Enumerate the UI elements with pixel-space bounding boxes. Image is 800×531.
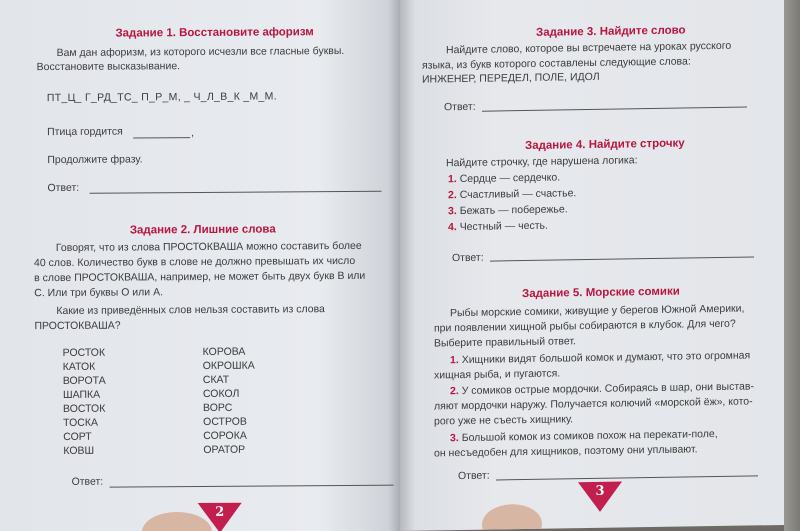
page-number: 3 — [595, 483, 605, 499]
task3-title: Задание 3. Найдите слово — [536, 24, 686, 39]
task3-p-line1: Найдите слово, которое вы встречаете на уроках русского — [446, 39, 732, 57]
task4-answer-line[interactable] — [490, 256, 754, 261]
word-item: ОКРОШКА — [202, 359, 255, 372]
word-item: СОРТ — [63, 430, 92, 443]
background-edge — [784, 0, 800, 531]
word-item: ВОРОТА — [62, 374, 106, 387]
task5-title: Задание 5. Морские сомики — [522, 285, 680, 301]
word-item: ВОСТОК — [62, 402, 106, 415]
word-item: ВОРС — [202, 401, 233, 414]
word-item: ОСТРОВ — [203, 415, 247, 428]
task5-intro-line1: Рыбы морские сомики, живущие у берегов Южной Америки, — [450, 302, 745, 320]
task2-p1-line4: С. Или три буквы О или А. — [34, 286, 164, 300]
task5-option-2-cont1: ляют мордочки наружу. Получается колючий «морской ёж», кото- — [434, 395, 753, 413]
task5-answer-line[interactable] — [496, 475, 758, 480]
task1-intro-line2: Восстановите высказывание. — [36, 60, 181, 74]
task4-intro: Найдите строчку, где нарушена логика: — [446, 154, 638, 170]
task2-answer-line[interactable] — [110, 485, 394, 488]
right-page — [400, 0, 784, 531]
task2-p1-line1: Говорят, что из слова ПРОСТОКВАША можно составить более — [55, 239, 362, 255]
task3-answer-label: Ответ: — [444, 100, 476, 114]
task5-option-1[interactable]: 1. Хищники видят большой комок и думают, что это огромная — [450, 349, 751, 367]
word-item: КОВШ — [63, 444, 95, 457]
word-item: СОРОКА — [203, 429, 247, 442]
task1-bird-blank[interactable] — [133, 137, 190, 138]
task4-title: Задание 4. Найдите строчку — [525, 137, 685, 153]
word-item: РОСТОК — [62, 346, 106, 359]
task4-item-4[interactable]: 4. Честный — честь. — [448, 219, 548, 234]
task5-answer-label: Ответ: — [458, 469, 490, 483]
task1-answer-line[interactable] — [90, 191, 382, 194]
task1-answer-label: Ответ: — [47, 181, 80, 195]
word-item: СКАТ — [202, 373, 230, 386]
task2-p2-line1: Какие из приведённых слов нельзя составить из слова — [56, 303, 325, 318]
word-item: СОКОЛ — [202, 387, 240, 400]
task2-answer-label: Ответ: — [71, 475, 104, 488]
task1-bird-prompt: Птица гордится — [47, 125, 123, 139]
task4-item-3[interactable]: 3. Бежать — побережье. — [448, 203, 568, 218]
task4-item-2[interactable]: 2. Счастливый — счастье. — [448, 187, 577, 202]
task1-puzzle: ПТ_Ц_ Г_РД_ТС_ П_Р_М, _ Ч_Л_В_К _М_М. — [46, 90, 277, 105]
task5-intro-line3: Выберите правильный ответ. — [434, 335, 576, 350]
task5-option-2[interactable]: 2. У сомиков острые мордочки. Собираясь в шар, они выстав- — [450, 380, 754, 398]
task5-option-3[interactable]: 3. Большой комок из сомиков похож на перекати-поле, — [450, 428, 718, 445]
task3-p-line2: языка, из букв которого составлены следующие слова: — [422, 55, 691, 72]
task5-option-2-cont2: рого уже не съесть хищнику. — [434, 413, 574, 428]
word-item: ШАПКА — [62, 388, 101, 401]
task4-item-1[interactable]: 1. Сердце — сердечко. — [448, 171, 561, 186]
task5-option-3-cont: он несъедобен для хищников, поэтому они уплывают. — [434, 443, 698, 460]
task3-answer-line[interactable] — [482, 107, 747, 112]
task2-p2-line2: ПРОСТОКВАША? — [34, 319, 121, 333]
page-number: 2 — [215, 504, 225, 520]
task2-title: Задание 2. Лишние слова — [129, 223, 276, 237]
word-item: КАТОК — [62, 360, 96, 373]
task2-p1-line3: в слове ПРОСТОКВАША, например, не может быть двух букв В или — [34, 269, 366, 285]
task1-title: Задание 1. Восстановите афоризм — [115, 26, 314, 40]
task1-intro-line1: Вам дан афоризм, из которого исчезли все гласные буквы. — [56, 44, 345, 59]
task5-option-1-cont: хищная рыба, и пугаются. — [434, 367, 561, 382]
task5-intro-line2: при появлении хищной рыбы собираются в клубок. Для чего? — [434, 317, 736, 335]
word-item: КОРОВА — [202, 345, 246, 358]
task1-continue: Продолжите фразу. — [47, 153, 143, 167]
task4-answer-label: Ответ: — [452, 251, 484, 265]
word-item: ТОСКА — [63, 416, 98, 429]
task2-p1-line2: 40 слов. Количество букв в слове не должно превышать их число — [33, 254, 356, 270]
task3-words: ИНЖЕНЕР, ПЕРЕДЕЛ, ПОЛЕ, ИДОЛ — [422, 70, 600, 86]
word-item: ОРАТОР — [203, 443, 246, 456]
task1-bird-comma: , — [191, 127, 195, 140]
